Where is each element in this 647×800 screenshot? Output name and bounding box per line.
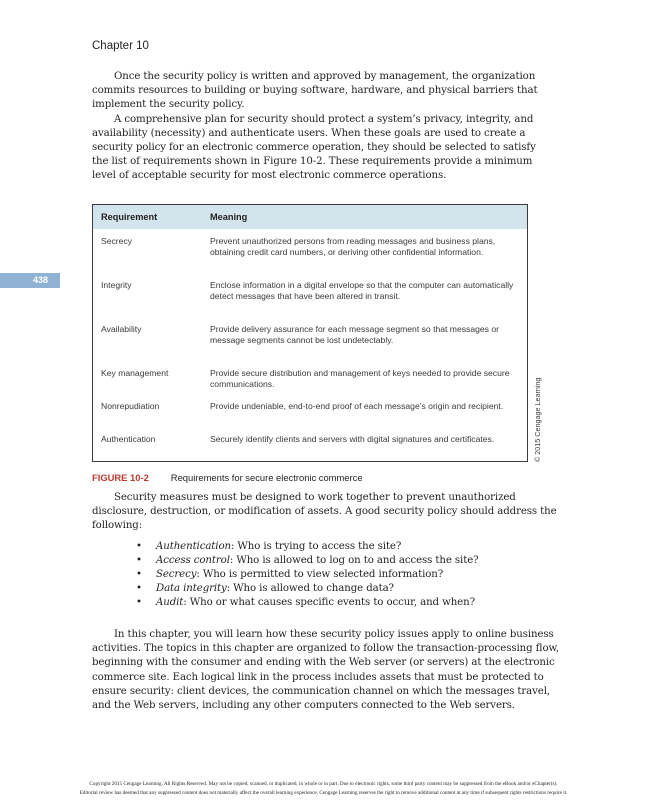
- list-item: [136, 554, 560, 568]
- bullet-icon: •: [136, 554, 142, 566]
- bullet-icon: •: [136, 597, 142, 609]
- bullet-text: : Who is allowed to log on to and access the site?: [229, 554, 479, 566]
- closing-paragraph: In this chapter, you will learn how these security policy issues apply to online business activities. The topics in this chapter are organized to follow the transaction-processing flow, beginning with the consumer and ending with the Web server (or servers) at the electronic commerce site. Each logical link in the process includes assets that must be protected to ensure security: client devices, the communication channel on which the messages travel, and the Web servers, including any other computers connected to the Web servers.: [92, 629, 560, 712]
- meaning-cell: Prevent unauthorized persons from reading messages and business plans, obtaining credit card numbers, or deriving other confidential information.: [210, 236, 496, 257]
- figure-credit: © 2015 Cengage Learning: [533, 377, 542, 462]
- requirements-table: [92, 204, 528, 462]
- table-row: [93, 280, 527, 324]
- copyright-line-2: Editorial review has deemed that any suppressed content does not materially affect the overall learning experience. Cengage Learning reserves the right to remove additional content at any time if subsequent rights restrictions require it.: [79, 790, 568, 796]
- requirement-cell: Secrecy: [101, 236, 133, 246]
- figure-label: FIGURE 10-2: [92, 472, 149, 483]
- middle-text: [92, 491, 560, 617]
- bullet-term: Secrecy: [156, 568, 197, 580]
- list-item: [136, 582, 560, 596]
- intro-paragraph-2: A comprehensive plan for security should protect a system’s privacy, integrity, and availability (necessity) and authenticate users. When these goals are used to create a security policy for an electronic commerce operation, they should be selected to satisfy the list of requirements shown in Figure 10-2. These requirements provide a minimum level of acceptable security for most electronic commerce operations.: [92, 113, 536, 182]
- requirement-cell: Key management: [101, 368, 169, 378]
- bullet-text: : Who is permitted to view selected information?: [196, 568, 444, 580]
- meaning-cell: Enclose information in a digital envelope so that the computer can automatically detect messages that have been altered in transit.: [210, 280, 514, 301]
- policy-bullet-list: [92, 540, 560, 611]
- bullet-term: Audit: [156, 597, 184, 609]
- list-item: [136, 568, 560, 582]
- intro-paragraph-1: Once the security policy is written and approved by management, the organization commits resources to building or buying software, hardware, and physical barriers that implement the security policy.: [92, 71, 538, 111]
- figure-caption: [92, 472, 363, 483]
- bullet-term: Data integrity: [156, 583, 227, 595]
- table-row: [93, 236, 527, 280]
- requirement-cell: Authentication: [101, 434, 156, 444]
- meaning-cell: Provide undeniable, end-to-end proof of each message’s origin and recipient.: [210, 401, 504, 411]
- bullet-text: : Who or what causes specific events to occur, and when?: [183, 597, 475, 609]
- bullet-icon: •: [136, 568, 142, 580]
- requirement-cell: Nonrepudiation: [101, 401, 160, 411]
- figure-caption-text: Requirements for secure electronic commerce: [170, 472, 363, 483]
- requirement-cell: Availability: [101, 324, 142, 334]
- table-header: [93, 205, 527, 229]
- intro-text: [92, 70, 550, 184]
- table-row: [93, 324, 527, 368]
- meaning-cell: Provide delivery assurance for each message segment so that messages or message segments cannot be lost undetectably.: [210, 324, 499, 345]
- bullet-text: : Who is allowed to change data?: [226, 583, 394, 595]
- closing-text: [92, 628, 560, 713]
- column-header-requirement: Requirement: [101, 211, 158, 222]
- table-row: [93, 401, 527, 434]
- meaning-cell: Provide secure distribution and management of keys needed to provide secure communications.: [210, 368, 510, 389]
- copyright-footer: [0, 780, 647, 798]
- running-head: Chapter 10: [92, 40, 149, 52]
- bullet-icon: •: [136, 540, 142, 552]
- column-header-meaning: Meaning: [210, 211, 248, 222]
- table-row: [93, 368, 527, 401]
- bullet-icon: •: [136, 583, 142, 595]
- middle-paragraph: Security measures must be designed to work together to prevent unauthorized disclosure, destruction, or modification of assets. A good security policy should address the following:: [92, 492, 557, 532]
- bullet-text: : Who is trying to access the site?: [230, 540, 402, 552]
- list-item: [136, 540, 560, 554]
- table-row: [93, 434, 527, 464]
- page-number-tab: 438: [0, 273, 60, 288]
- copyright-line-1: Copyright 2015 Cengage Learning. All Rights Reserved. May not be copied, scanned, or duplicated, in whole or in part. Due to electronic rights, some third party content may be suppressed from the eBook and/or eChapter(s).: [89, 781, 558, 787]
- meaning-cell: Securely identify clients and servers with digital signatures and certificates.: [210, 434, 495, 444]
- bullet-term: Authentication: [156, 540, 231, 552]
- bullet-term: Access control: [156, 554, 230, 566]
- list-item: [136, 596, 560, 610]
- requirement-cell: Integrity: [101, 280, 132, 290]
